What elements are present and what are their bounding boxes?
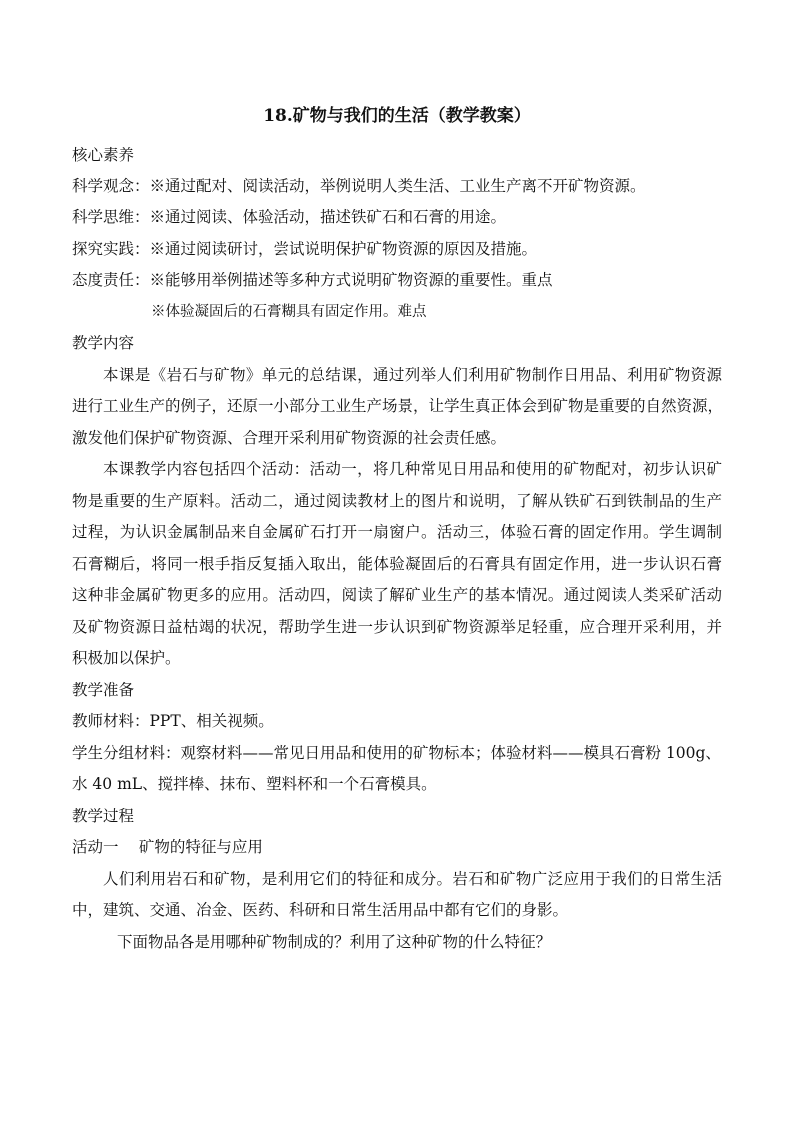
content-paragraph-line: 物是重要的生产原料。活动二，通过阅读教材上的图片和说明，了解从铁矿石到铁制品的生产: [72, 492, 722, 510]
section-heading-core-literacy: 核心素养: [72, 146, 135, 164]
teacher-materials: 教师材料：PPT、相关视频。: [72, 712, 274, 730]
content-paragraph-line: 这种非金属矿物更多的应用。活动四，阅读了解矿业生产的基本情况。通过阅读人类采矿活动: [72, 586, 722, 604]
section-heading-content: 教学内容: [72, 334, 135, 352]
content-paragraph-line: 过程，为认识金属制品来自金属矿石打开一扇窗户。活动三，体验石膏的固定作用。学生调制: [72, 523, 722, 541]
process-paragraph-line: 中，建筑、交通、冶金、医药、科研和日常生活用品中都有它们的身影。: [72, 901, 569, 919]
section-heading-process: 教学过程: [72, 807, 135, 825]
content-paragraph-line: 及矿物资源日益枯竭的状况，帮助学生进一步认识到矿物资源举足轻重，应合理开采利用，并: [72, 618, 722, 636]
content-paragraph-line: 激发他们保护矿物资源、合理开采利用矿物资源的社会责任感。: [72, 429, 507, 447]
content-paragraph-line: 本课教学内容包括四个活动：活动一，将几种常见日用品和使用的矿物配对，初步认识矿: [103, 460, 722, 478]
content-paragraph-line: 积极加以保护。: [72, 649, 181, 667]
section-heading-preparation: 教学准备: [72, 681, 135, 699]
core-literacy-item: 探究实践：※通过阅读研讨，尝试说明保护矿物资源的原因及措施。: [72, 240, 538, 258]
core-literacy-item: ※体验凝固后的石膏糊具有固定作用。难点: [151, 304, 427, 320]
content-paragraph-line: 本课是《岩石与矿物》单元的总结课，通过列举人们利用矿物制作日用品、利用矿物资源: [103, 366, 722, 384]
content-paragraph-line: 进行工业生产的例子，还原一小部分工业生产场景，让学生真正体会到矿物是重要的自然资源，: [72, 397, 724, 415]
process-paragraph-line: 人们利用岩石和矿物，是利用它们的特征和成分。岩石和矿物广泛应用于我们的日常生活: [103, 870, 722, 888]
student-materials-line: 水 40 mL、搅拌棒、抹布、塑料杯和一个石膏模具。: [72, 775, 437, 793]
student-materials-line: 学生分组材料：观察材料——常见日用品和使用的矿物标本；体验材料——模具石膏粉 100g、: [72, 744, 721, 762]
question-line: 下面物品各是用哪种矿物制成的？利用了这种矿物的什么特征？: [117, 933, 552, 951]
content-paragraph-line: 石膏糊后，将同一根手指反复插入取出，能体验凝固后的石膏具有固定作用，进一步认识石膏: [72, 555, 722, 573]
core-literacy-item: 科学思维：※通过阅读、体验活动，描述铁矿石和石膏的用途。: [72, 208, 507, 226]
activity-title: 活动一 矿物的特征与应用: [72, 838, 263, 856]
core-literacy-item: 态度责任：※能够用举例描述等多种方式说明矿物资源的重要性。重点: [72, 271, 553, 289]
document-title: 18.矿物与我们的生活（教学教案）: [263, 106, 531, 126]
core-literacy-item: 科学观念：※通过配对、阅读活动，举例说明人类生活、工业生产离不开矿物资源。: [72, 177, 646, 195]
